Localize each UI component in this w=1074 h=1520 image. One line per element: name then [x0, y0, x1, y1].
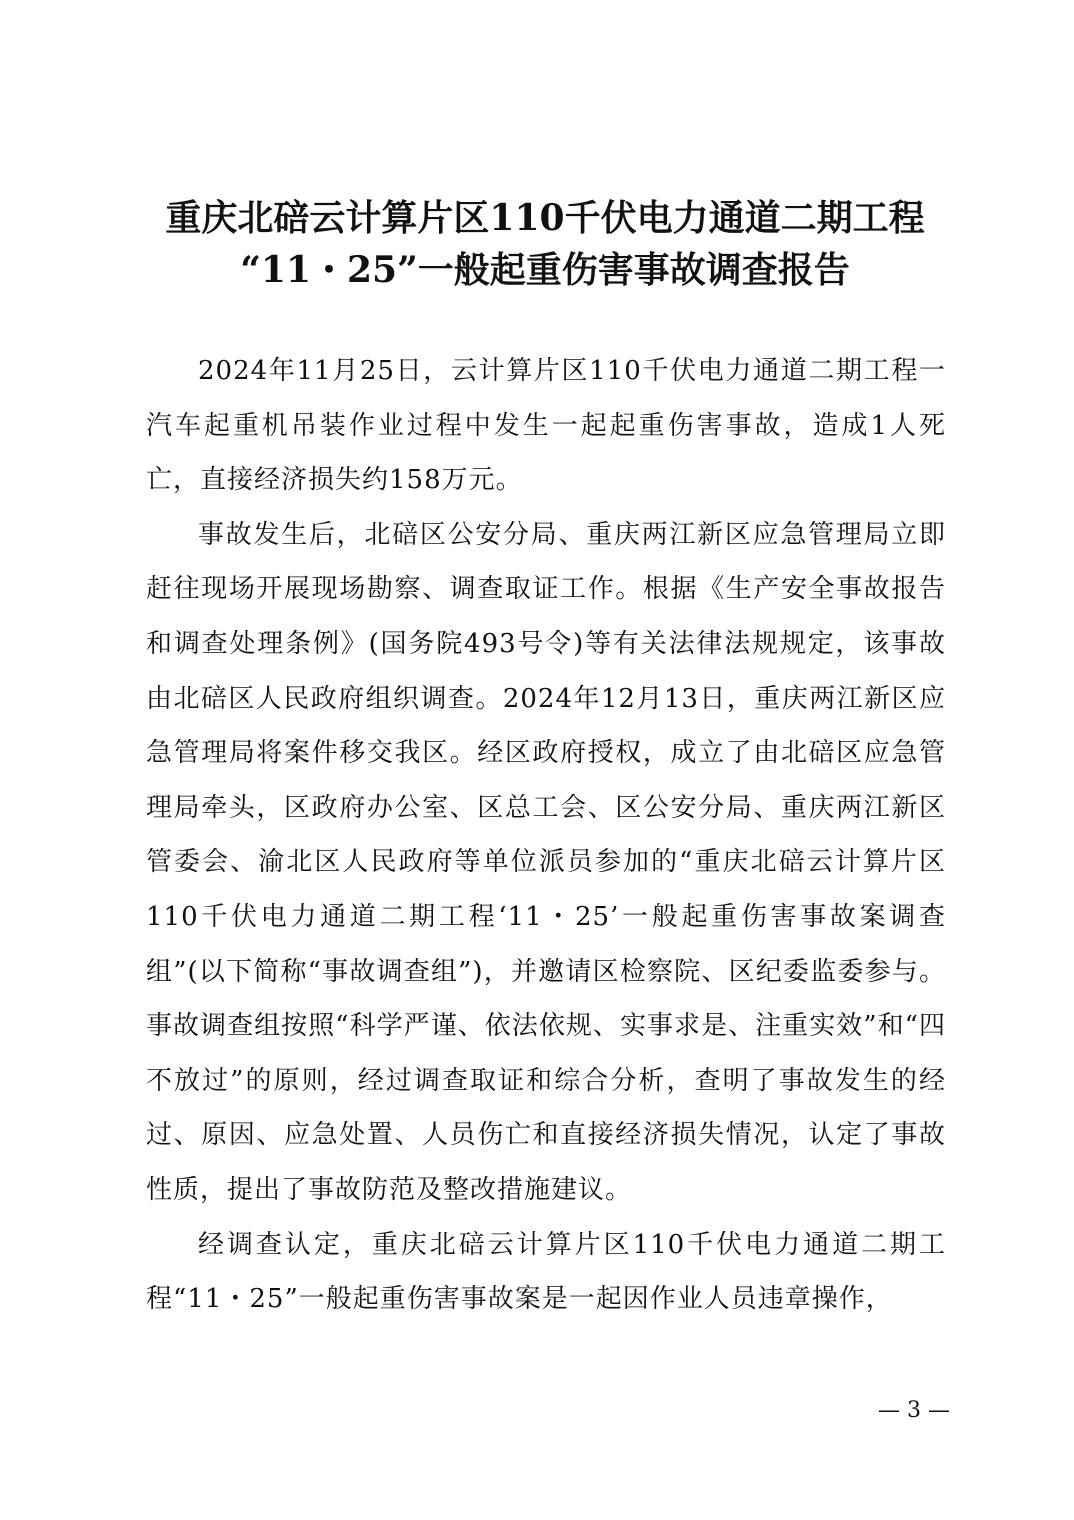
- paragraph-2: 事故发生后，北碚区公安分局、重庆两江新区应急管理局立即赶往现场开展现场勘察、调查取证工作。根据《生产安全事故报告和调查处理条例》(国务院493号令)等有关法律法规规定，该事故由北碚区人民政府组织调查。2024年12月13日，重庆两江新区应急管理局将案件移交我区。经区政府授权，成立了由北碚区应急管理局牵头，区政府办公室、区总工会、区公安分局、重庆两江新区管委会、渝北区人民政府等单位派员参加的“重庆北碚云计算片区110千伏电力通道二期工程‘11・25’一般起重伤害事故案调查组”(以下简称“事故调查组”)，并邀请区检察院、区纪委监委参与。事故调查组按照“科学严谨、依法依规、实事求是、注重实效”和“四不放过”的原则，经过调查取证和综合分析，查明了事故发生的经过、原因、应急处置、人员伤亡和直接经济损失情况，认定了事故性质，提出了事故防范及整改措施建议。: [146, 519, 946, 1205]
- document-title: [130, 192, 960, 296]
- paragraph-1: 2024年11月25日，云计算片区110千伏电力通道二期工程一汽车起重机吊装作业过程中发生一起起重伤害事故，造成1人死亡，直接经济损失约158万元。: [146, 356, 946, 496]
- title-line-2: “11・25”一般起重伤害事故调查报告: [240, 249, 850, 291]
- paragraph-3: 经调查认定，重庆北碚云计算片区110千伏电力通道二期工程“11・25”一般起重伤害事故案是一起因作业人员违章操作，: [146, 1229, 946, 1315]
- title-line-1: 重庆北碚云计算片区110千伏电力通道二期工程: [165, 197, 925, 239]
- page-number: — 3 —: [878, 1398, 950, 1423]
- body-text: [146, 344, 946, 1327]
